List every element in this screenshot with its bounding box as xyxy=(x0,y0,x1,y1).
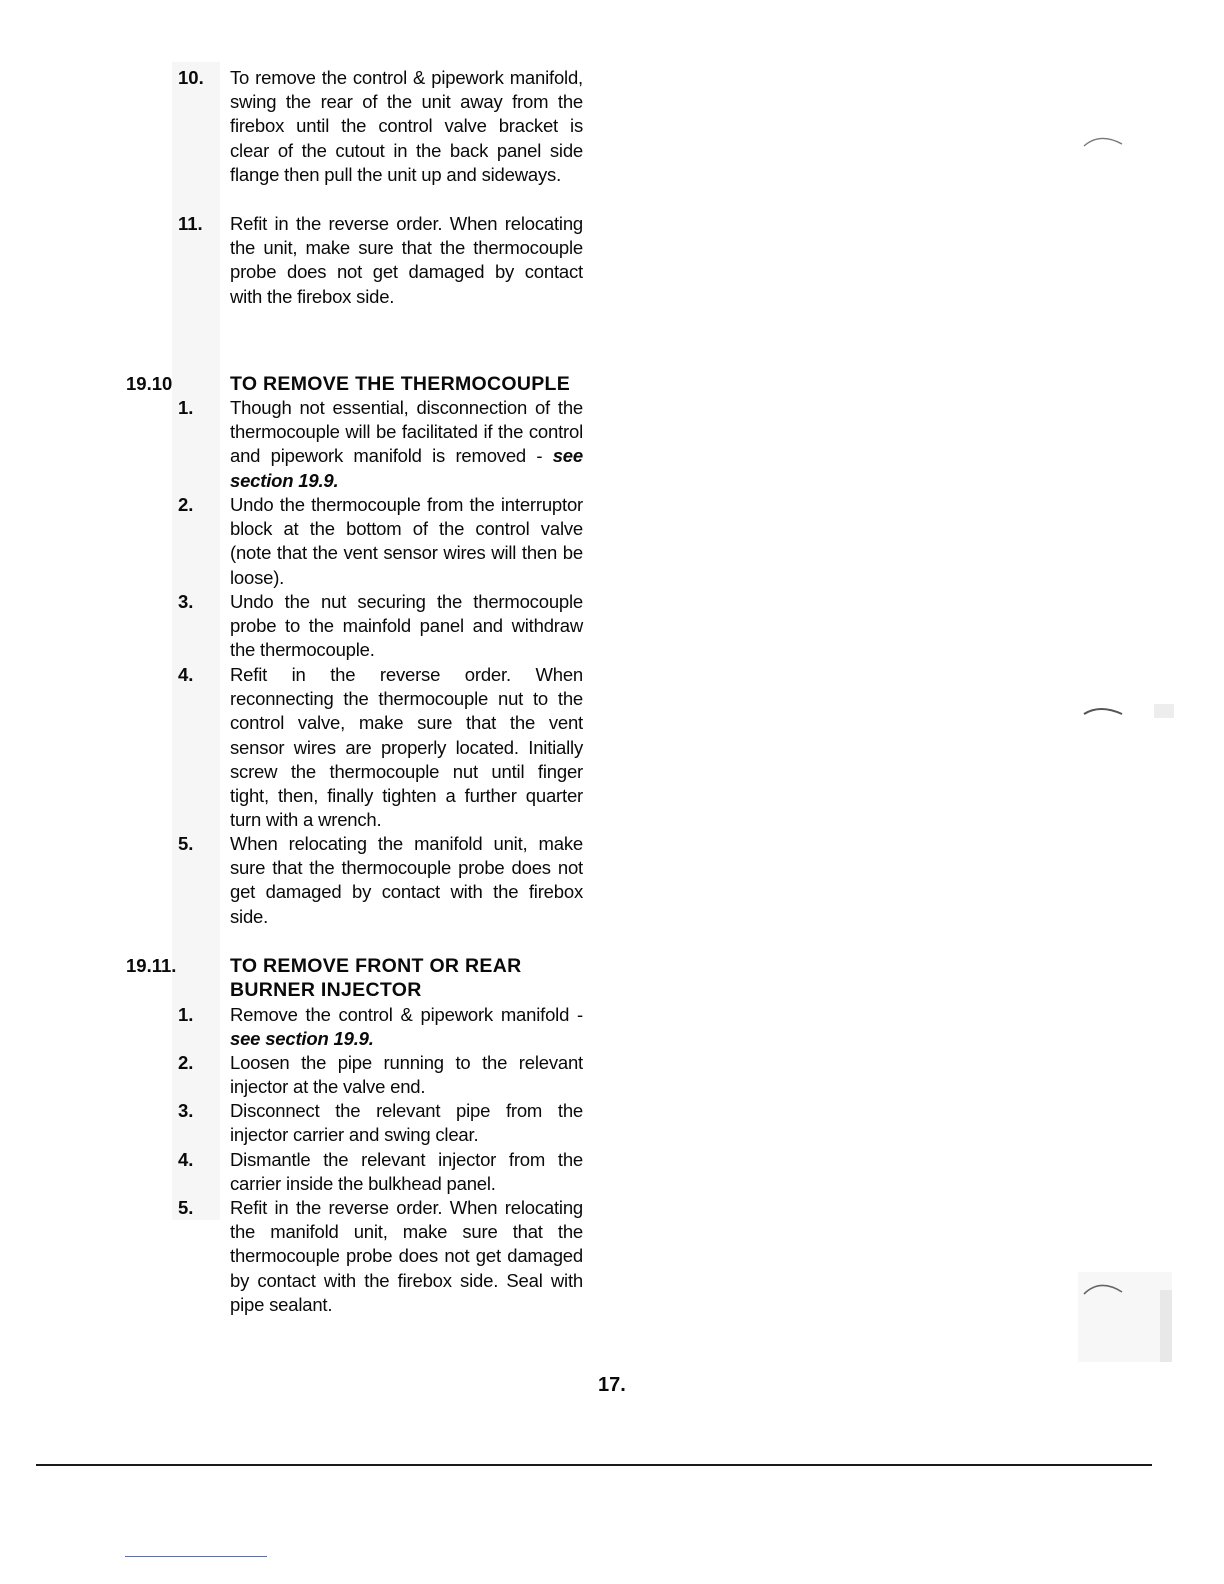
step-text-body: Though not essential, disconnection of the thermocouple will be facilitated if the control and pipework manifold is removed - xyxy=(230,397,583,467)
step-number: 4. xyxy=(178,664,194,685)
step-text: Loosen the pipe running to the relevant injector at the valve end. xyxy=(230,1052,583,1098)
step-text: Disconnect the relevant pipe from the injector carrier and swing clear. xyxy=(230,1100,583,1146)
section-number: 19.10 xyxy=(126,373,173,394)
section-title: TO REMOVE THE THERMOCOUPLE xyxy=(230,373,571,395)
step-text: Refit in the reverse order. When relocating the unit, make sure that the thermocouple probe does not get damaged by contact with the firebox side. xyxy=(230,213,583,307)
step-text: Refit in the reverse order. When relocating the manifold unit, make sure that the thermocouple probe does not get damaged by contact with the firebox side. Seal with pipe sealant. xyxy=(230,1197,583,1315)
section-reference: see section 19.9. xyxy=(230,445,583,491)
step-number: 4. xyxy=(178,1149,194,1170)
section-number: 19.11. xyxy=(126,955,177,976)
step-text: Dismantle the relevant injector from the carrier inside the bulkhead panel. xyxy=(230,1149,583,1195)
step-number: 10. xyxy=(178,67,204,88)
section-reference: see section 19.9. xyxy=(230,1028,374,1050)
step-number: 5. xyxy=(178,1197,194,1218)
scan-shading xyxy=(1154,704,1174,718)
step-text xyxy=(230,396,583,493)
page-number: 17. xyxy=(598,1374,626,1396)
section-title: TO REMOVE FRONT OR REAR BURNER INJECTOR xyxy=(230,955,522,1002)
footer-rule xyxy=(36,1464,1152,1466)
step-text: Undo the thermocouple from the interruptor block at the bottom of the control valve (note that the vent sensor wires will then be loose). xyxy=(230,494,583,588)
punch-hole-mark-icon xyxy=(1082,1276,1132,1300)
step-number: 1. xyxy=(178,1004,194,1025)
step-number: 3. xyxy=(178,1100,194,1121)
step-text xyxy=(230,1003,583,1051)
step-number: 5. xyxy=(178,833,194,854)
punch-hole-mark-icon xyxy=(1082,130,1132,150)
step-text-body: Remove the control & pipework manifold - xyxy=(230,1004,583,1025)
step-number: 1. xyxy=(178,397,194,418)
step-number: 2. xyxy=(178,494,194,515)
step-text: To remove the control & pipework manifold, swing the rear of the unit away from the firebox until the control valve bracket is clear of the cutout in the back panel side flange then pull the unit up and sideways. xyxy=(230,67,583,185)
step-text: When relocating the manifold unit, make sure that the thermocouple probe does not get damaged by contact with the firebox side. xyxy=(230,833,583,927)
step-number: 3. xyxy=(178,591,194,612)
step-number: 11. xyxy=(178,213,203,234)
step-text: Undo the nut securing the thermocouple probe to the mainfold panel and withdraw the thermocouple. xyxy=(230,591,583,661)
scan-shading xyxy=(1160,1290,1172,1362)
blue-underline xyxy=(125,1556,267,1557)
step-text: Refit in the reverse order. When reconnecting the thermocouple nut to the control valve, make sure that the vent sensor wires are properly located. Initially screw the thermocouple nut until finger tight, then, finally tighten a further quarter turn with a wrench. xyxy=(230,664,583,831)
step-number: 2. xyxy=(178,1052,194,1073)
punch-hole-mark-icon xyxy=(1082,700,1132,720)
